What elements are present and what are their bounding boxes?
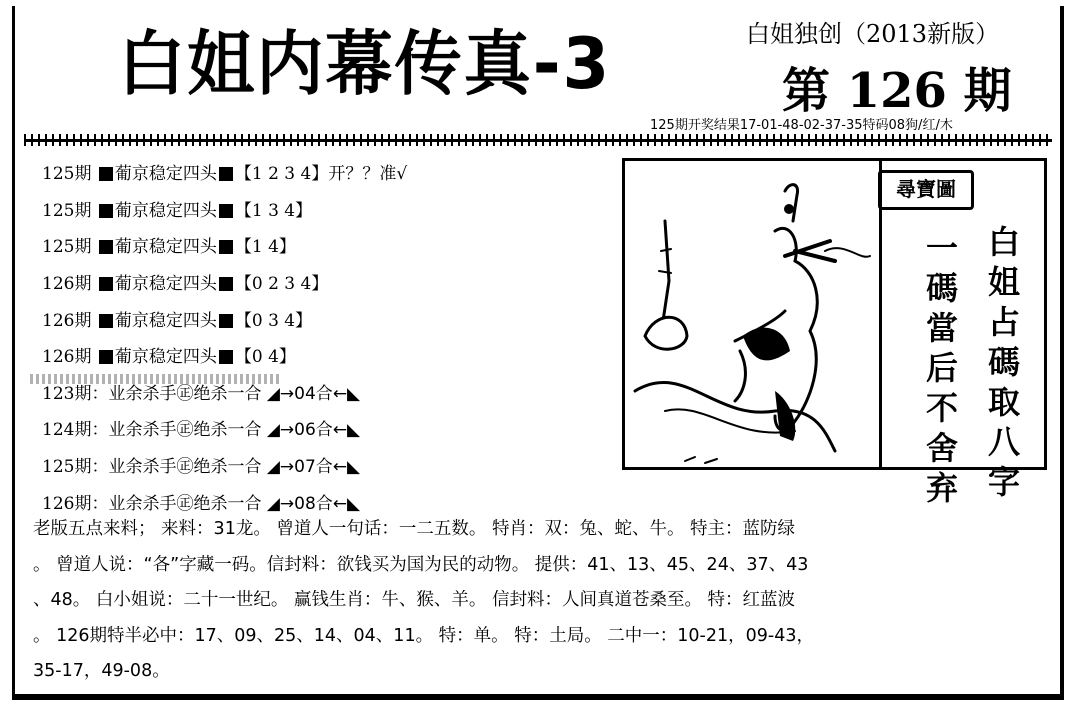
tip-value: 【1 2 3 4】开？？准√ [234, 164, 408, 185]
kill-row [42, 449, 612, 486]
barbed-divider [24, 134, 1052, 146]
scan-noise [30, 374, 280, 384]
tip-value: 【1 3 4】 [234, 200, 313, 221]
tip-value: 【0 2 3 4】 [234, 274, 329, 295]
previous-result: 125期开奖结果17-01-48-02-37-35特码08狗/红/木 [650, 118, 953, 133]
tip-row [42, 302, 612, 339]
tip-period: 126期 [42, 274, 92, 295]
black-square-icon [219, 204, 233, 218]
tip-row [42, 156, 612, 193]
tip-period: 125期 [42, 237, 92, 258]
black-square-icon [99, 350, 113, 364]
kill-text: 业余杀手㊣绝杀一合 [108, 493, 262, 514]
black-square-icon [219, 167, 233, 181]
tips-list [42, 156, 612, 522]
paragraph-line: 老版五点来料； 来料：31龙。 曾道人一句话：一二五数。 特肖：双：兔、蛇、牛。 特主：蓝防绿 [33, 519, 796, 539]
tip-period: 126期 [42, 310, 92, 331]
kill-text: 业余杀手㊣绝杀一合 [108, 457, 262, 478]
issue-number: 第 126 期 [782, 63, 1012, 119]
kill-period: 125期： [42, 457, 109, 478]
black-square-icon [99, 277, 113, 291]
tip-label: 葡京稳定四头 [114, 274, 217, 295]
tip-value: 【0 4】 [234, 347, 296, 368]
black-square-icon [99, 314, 113, 328]
tip-label: 葡京稳定四头 [114, 347, 217, 368]
kill-row [42, 412, 612, 449]
page-title: 白姐内幕传真-3 [118, 23, 612, 105]
kill-result: ◢→04合←◣ [266, 383, 361, 404]
tip-label: 葡京稳定四头 [114, 310, 217, 331]
tip-label: 葡京稳定四头 [114, 164, 217, 185]
edition-label: 白姐独创（2013新版） [746, 20, 1000, 48]
kill-text: 业余杀手㊣绝杀一合 [108, 383, 262, 404]
black-square-icon [219, 314, 233, 328]
tip-row [42, 266, 612, 303]
black-square-icon [219, 350, 233, 364]
kill-result: ◢→06合←◣ [266, 420, 361, 441]
info-paragraph [33, 512, 1053, 690]
paragraph-line: 。 曾道人说：“各”字藏一码。信封料：欲钱买为国为民的动物。 提供：41、13、45、24、37、43 [33, 554, 809, 575]
verse-right-column: 白姐占碼取八字 [987, 223, 1020, 501]
black-square-icon [219, 277, 233, 291]
tip-row [42, 339, 612, 376]
black-square-icon [99, 204, 113, 218]
tip-period: 125期 [42, 200, 92, 221]
tip-row [42, 193, 612, 230]
tip-row [42, 229, 612, 266]
kill-result: ◢→08合←◣ [266, 493, 361, 514]
kill-period: 123期： [42, 383, 109, 404]
kill-period: 126期： [42, 493, 109, 514]
tip-label: 葡京稳定四头 [114, 237, 217, 258]
paragraph-line: 35-17，49-08。 [33, 661, 170, 681]
ink-drawing-illustration [625, 161, 879, 467]
tip-period: 125期 [42, 164, 92, 185]
tip-label: 葡京稳定四头 [114, 200, 217, 221]
black-square-icon [99, 167, 113, 181]
black-square-icon [219, 240, 233, 254]
tip-value: 【1 4】 [234, 237, 296, 258]
paragraph-line: 。 126期特半必中：17、09、25、14、04、11。 特：单。 特：土局。 二中一：10-21，09-43， [33, 625, 814, 646]
tip-period: 126期 [42, 347, 92, 368]
verse-left-column: 一碼當后不舍弃 [925, 229, 958, 507]
black-square-icon [99, 240, 113, 254]
treasure-map-tag: 尋寶圖 [878, 170, 974, 210]
kill-text: 业余杀手㊣绝杀一合 [108, 420, 262, 441]
kill-result: ◢→07合←◣ [266, 457, 361, 478]
paragraph-line: 、48。 白小姐说：二十一世纪。 赢钱生肖：牛、猴、羊。 信封料：人间真道苍桑至。 特：红蓝波 [33, 590, 796, 610]
kill-period: 124期： [42, 420, 109, 441]
tip-value: 【0 3 4】 [234, 310, 313, 331]
